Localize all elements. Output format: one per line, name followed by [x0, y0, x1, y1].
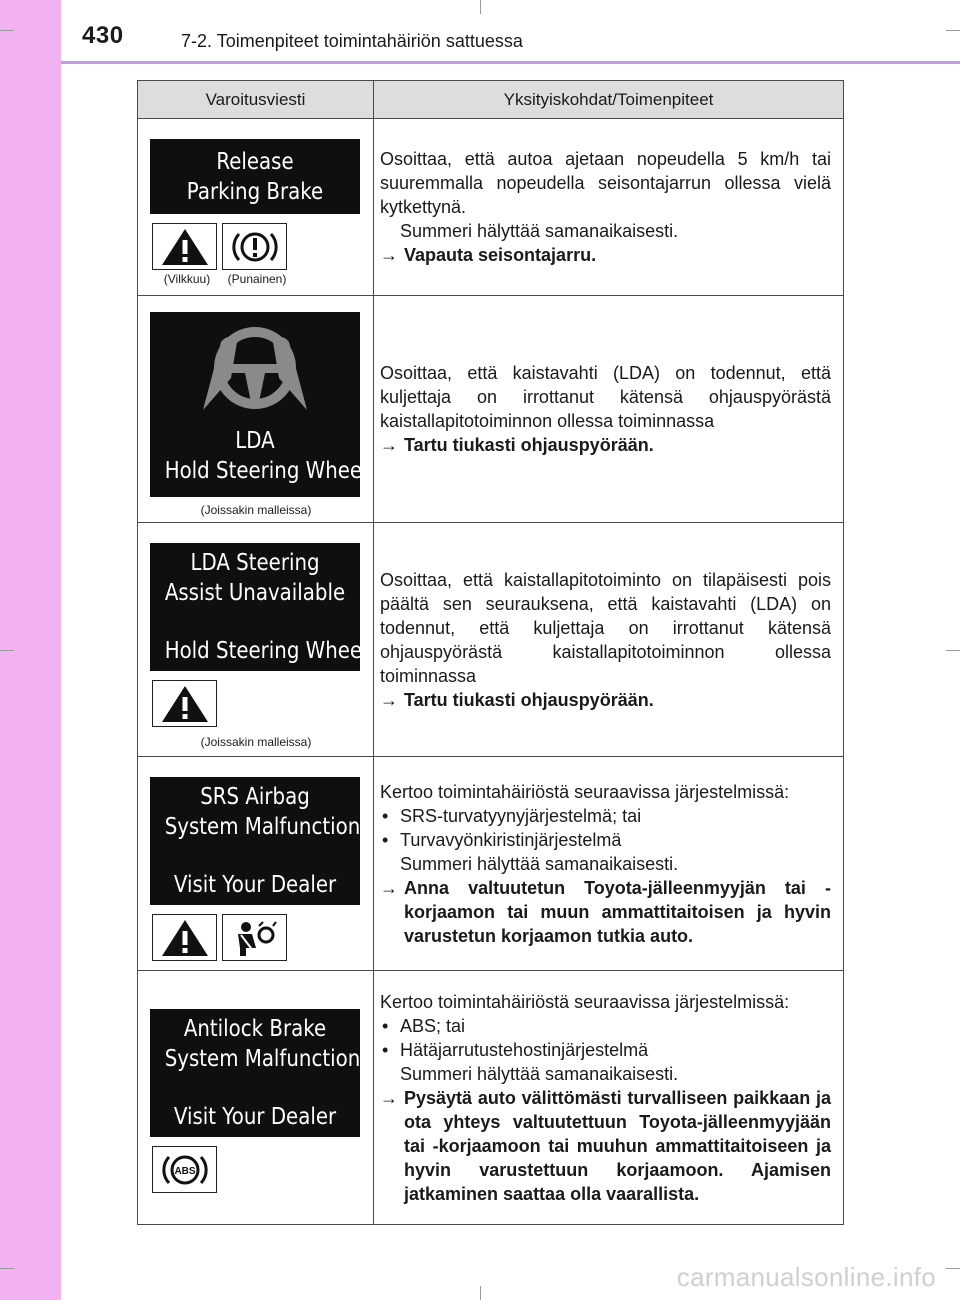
- display-message: LDA Hold Steering Wheel: [150, 312, 360, 497]
- abs-icon: [152, 1146, 217, 1193]
- list-item: • Hätäjarrutustehostinjärjestelmä: [380, 1038, 831, 1062]
- icon-caption: (Punainen): [227, 272, 287, 286]
- model-caption: (Joissakin malleissa): [200, 735, 312, 749]
- details-cell: [374, 971, 844, 1225]
- table-row: [138, 523, 844, 757]
- column-header: Yksityiskohdat/Toimenpiteet: [374, 81, 844, 119]
- warning-triangle-icon: [152, 914, 217, 961]
- crop-mark: [0, 30, 14, 31]
- description-text: Osoittaa, että autoa ajetaan nopeudella 5 km/h tai suuremmalla nopeudella seisontajarrun ollessa vielä kytkettynä.: [380, 149, 831, 217]
- details-cell: [374, 296, 844, 523]
- brake-warning-icon: [222, 223, 287, 270]
- warning-message-cell: [138, 523, 374, 757]
- crop-mark: [946, 650, 960, 651]
- abs-icon-label: ABS: [173, 1165, 196, 1177]
- icon-caption: (Vilkkuu): [163, 272, 211, 286]
- crop-mark: [946, 1268, 960, 1269]
- display-message: Release Parking Brake: [150, 139, 360, 214]
- table-row: [138, 971, 844, 1225]
- buzzer-note: Summeri hälyttää samanaikaisesti.: [400, 853, 679, 874]
- crop-mark: [946, 30, 960, 31]
- description-text: Osoittaa, että kaistallapitotoiminto on tilapäisesti pois päältä sen seurauksena, että kaistavahti (LDA) on todennut, että kuljettaja on irrottanut kätensä ohjauspyörästä kaistallapitotoiminnon ollessa toiminnassa: [380, 569, 831, 686]
- action-text: → Tartu tiukasti ohjauspyörään.: [380, 433, 831, 457]
- description-text: Osoittaa, että kaistavahti (LDA) on todennut, että kuljettaja on irrottanut kätensä ohjauspyörästä kaistallapitotoiminnon ollessa toiminnassa: [380, 363, 831, 431]
- action-text: → Vapauta seisontajarru.: [380, 243, 831, 267]
- details-cell: [374, 523, 844, 757]
- list-item: • ABS; tai: [380, 1014, 831, 1038]
- action-text: → Pysäytä auto välittömästi turvalliseen paikkaan ja ota yhteys valtuutettuun Toyota-jälleenmyyjään tai -korjaamoon tai muuhun ammattitaitoiseen ja hyvin varustettuun korjaamoon. Ajamisen jatkaminen saattaa olla vaarallista.: [380, 1086, 831, 1206]
- table-row: [138, 757, 844, 971]
- section-title: 7-2. Toimenpiteet toimintahäiriön sattuessa: [181, 31, 523, 51]
- warning-message-cell: [138, 971, 374, 1225]
- warning-triangle-icon: [152, 223, 217, 270]
- crop-mark: [480, 1286, 481, 1300]
- airbag-icon: [222, 914, 287, 961]
- crop-mark: [480, 0, 481, 14]
- action-text: → Tartu tiukasti ohjauspyörään.: [380, 688, 831, 712]
- hands-on-steering-wheel-icon: [195, 320, 315, 420]
- warning-message-cell: [138, 757, 374, 971]
- action-text: → Anna valtuutetun Toyota-jälleenmyyjän tai -korjaamon tai muun ammattitaitoisen ja hyvin varustetun korjaamon tutkia auto.: [380, 876, 831, 948]
- table-row: [138, 296, 844, 523]
- column-header: Varoitusviesti: [138, 81, 374, 119]
- crop-mark: [0, 650, 14, 651]
- display-message: Antilock Brake System Malfunction Visit Your Dealer: [150, 1009, 360, 1137]
- display-message: LDA Steering Assist Unavailable Hold Steering Wheel: [150, 543, 360, 671]
- warning-message-table: [137, 80, 844, 1225]
- warning-triangle-icon: [152, 680, 217, 727]
- header-divider: [61, 61, 960, 64]
- intro-text: Kertoo toimintahäiriöstä seuraavissa järjestelmissä:: [380, 781, 790, 802]
- details-cell: [374, 119, 844, 296]
- intro-text: Kertoo toimintahäiriöstä seuraavissa järjestelmissä:: [380, 991, 790, 1012]
- footer-watermark: carmanualsonline.info: [676, 1262, 936, 1292]
- crop-mark: [0, 1268, 14, 1269]
- table-row: [138, 119, 844, 296]
- buzzer-note: Summeri hälyttää samanaikaisesti.: [400, 221, 679, 241]
- warning-message-cell: [138, 296, 374, 523]
- page-number: 430: [82, 22, 124, 49]
- model-caption: (Joissakin malleissa): [200, 503, 312, 517]
- details-cell: [374, 757, 844, 971]
- buzzer-note: Summeri hälyttää samanaikaisesti.: [400, 1063, 679, 1084]
- table-header-row: [138, 81, 844, 119]
- warning-message-cell: [138, 119, 374, 296]
- list-item: • Turvavyönkiristinjärjestelmä: [380, 828, 831, 852]
- display-message: SRS Airbag System Malfunction Visit Your Dealer: [150, 777, 360, 905]
- list-item: • SRS-turvatyynyjärjestelmä; tai: [380, 804, 831, 828]
